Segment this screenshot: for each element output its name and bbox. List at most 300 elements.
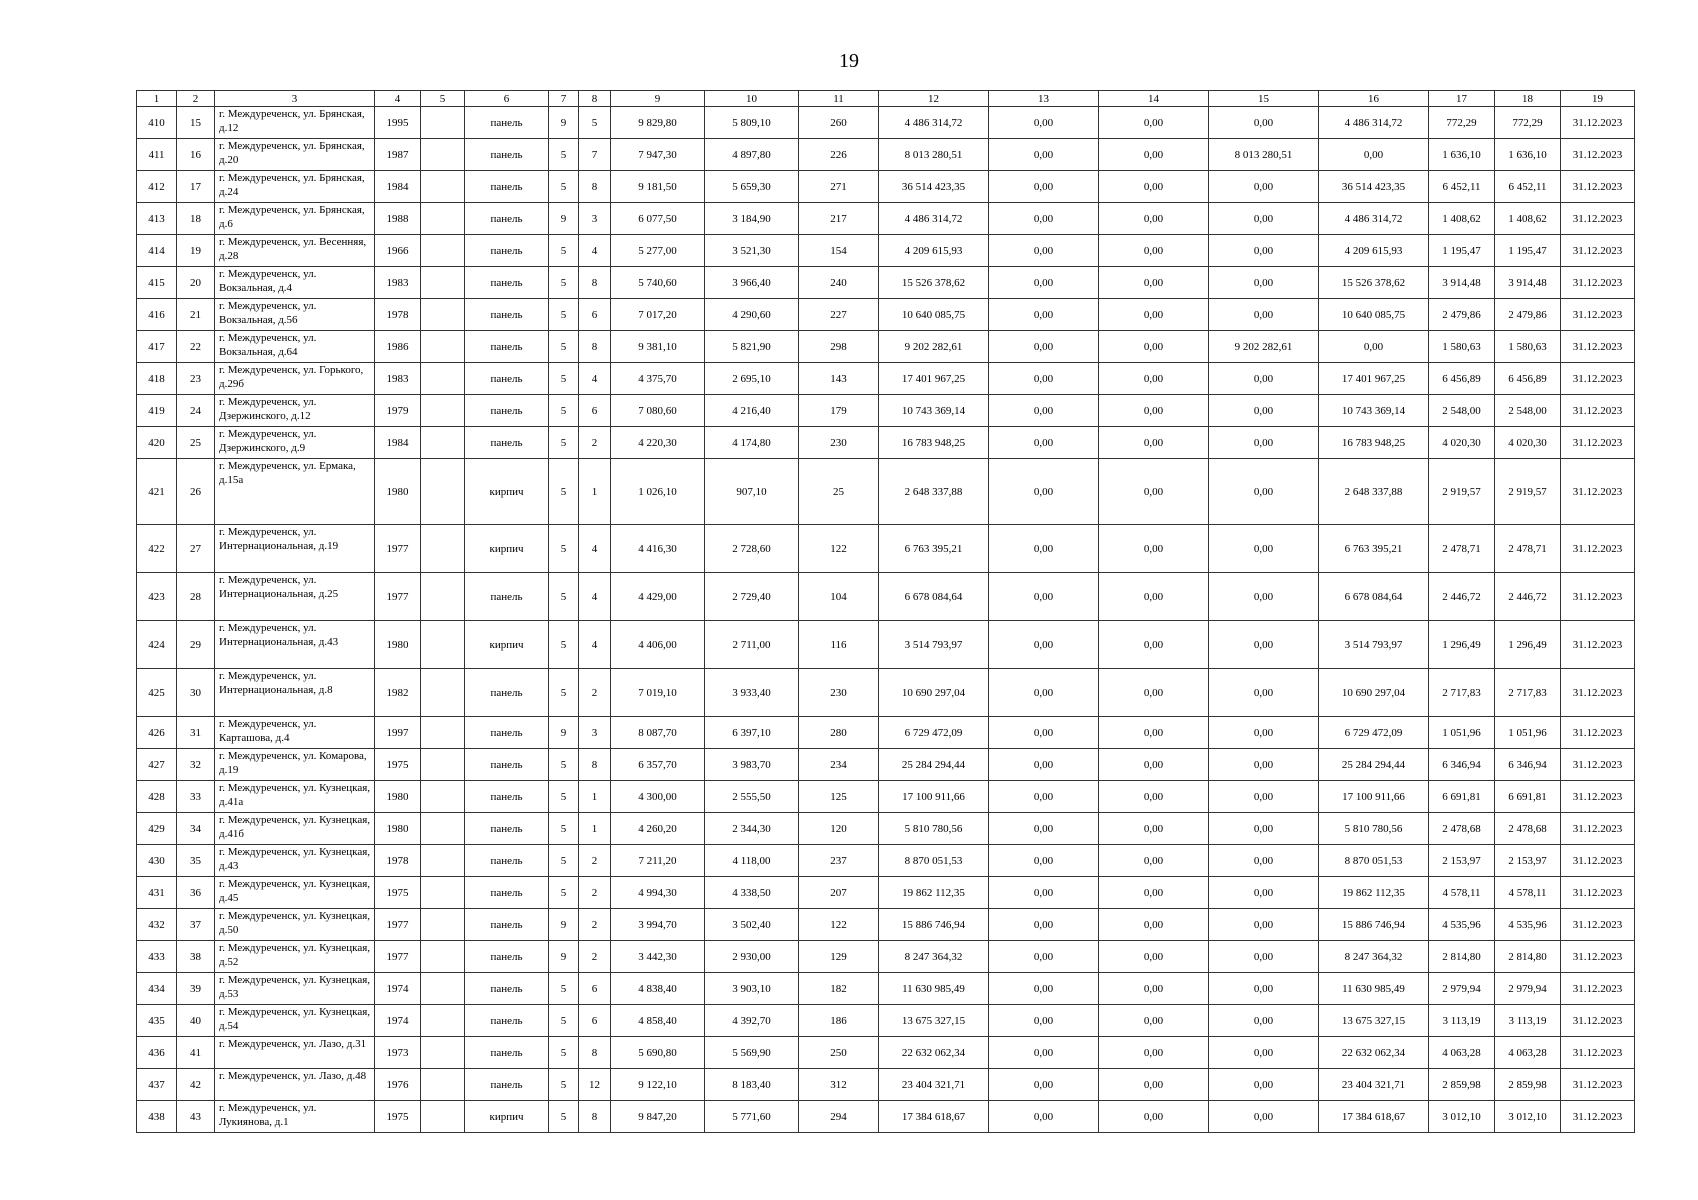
- table-cell: 4 897,80: [705, 139, 799, 171]
- table-cell: 19 862 112,35: [879, 877, 989, 909]
- table-cell: 2: [579, 909, 611, 941]
- table-cell: 425: [137, 669, 177, 717]
- table-cell: 9 181,50: [611, 171, 705, 203]
- table-cell: панель: [465, 363, 549, 395]
- table-cell: 4 118,00: [705, 845, 799, 877]
- table-cell: 2 479,86: [1429, 299, 1495, 331]
- table-cell: [421, 749, 465, 781]
- column-header-18: 18: [1495, 91, 1561, 107]
- address-cell: г. Междуреченск, ул. Кузнецкая, д.45: [215, 877, 375, 909]
- table-cell: 0,00: [989, 395, 1099, 427]
- table-cell: 25: [799, 459, 879, 525]
- table-cell: 0,00: [1209, 395, 1319, 427]
- table-cell: 4: [579, 621, 611, 669]
- table-cell: 8 247 364,32: [879, 941, 989, 973]
- table-cell: 5: [549, 1069, 579, 1101]
- table-cell: 10 640 085,75: [1319, 299, 1429, 331]
- table-cell: 0,00: [1209, 427, 1319, 459]
- table-cell: 17 384 618,67: [879, 1101, 989, 1133]
- table-cell: 6 346,94: [1495, 749, 1561, 781]
- table-cell: 4 338,50: [705, 877, 799, 909]
- table-cell: 1977: [375, 941, 421, 973]
- table-cell: 0,00: [1209, 941, 1319, 973]
- table-row: [137, 459, 1635, 525]
- table-cell: 186: [799, 1005, 879, 1037]
- column-header-2: 2: [177, 91, 215, 107]
- table-cell: 1977: [375, 525, 421, 573]
- table-cell: 8 087,70: [611, 717, 705, 749]
- table-cell: 0,00: [1099, 717, 1209, 749]
- table-cell: 2 979,94: [1495, 973, 1561, 1005]
- table-cell: 3 914,48: [1495, 267, 1561, 299]
- table-cell: 4 406,00: [611, 621, 705, 669]
- table-cell: [421, 267, 465, 299]
- table-cell: 22 632 062,34: [1319, 1037, 1429, 1069]
- table-cell: 36: [177, 877, 215, 909]
- table-row: [137, 1037, 1635, 1069]
- table-cell: 415: [137, 267, 177, 299]
- table-cell: 6: [579, 1005, 611, 1037]
- table-cell: панель: [465, 267, 549, 299]
- table-cell: 2 979,94: [1429, 973, 1495, 1005]
- table-cell: 3 983,70: [705, 749, 799, 781]
- table-cell: 0,00: [1209, 107, 1319, 139]
- table-cell: 411: [137, 139, 177, 171]
- table-cell: [421, 107, 465, 139]
- address-cell: г. Междуреченск, ул. Кузнецкая, д.50: [215, 909, 375, 941]
- table-row: [137, 1069, 1635, 1101]
- table-cell: 9: [549, 107, 579, 139]
- table-cell: 0,00: [1099, 331, 1209, 363]
- table-cell: кирпич: [465, 525, 549, 573]
- table-cell: 1980: [375, 781, 421, 813]
- table-cell: 8 247 364,32: [1319, 941, 1429, 973]
- table-cell: 280: [799, 717, 879, 749]
- address-cell: г. Междуреченск, ул. Весенняя, д.28: [215, 235, 375, 267]
- table-cell: [421, 717, 465, 749]
- table-row: [137, 813, 1635, 845]
- table-cell: 23 404 321,71: [1319, 1069, 1429, 1101]
- table-cell: 4 260,20: [611, 813, 705, 845]
- table-cell: 234: [799, 749, 879, 781]
- table-cell: 5: [549, 331, 579, 363]
- table-cell: 6 077,50: [611, 203, 705, 235]
- table-cell: 5 809,10: [705, 107, 799, 139]
- table-cell: 9: [549, 203, 579, 235]
- table-cell: 9: [549, 909, 579, 941]
- table-cell: 430: [137, 845, 177, 877]
- table-cell: 1 051,96: [1429, 717, 1495, 749]
- table-cell: 2 479,86: [1495, 299, 1561, 331]
- table-cell: 1 636,10: [1429, 139, 1495, 171]
- address-cell: г. Междуреченск, ул. Кузнецкая, д.41а: [215, 781, 375, 813]
- table-cell: 4 486 314,72: [1319, 107, 1429, 139]
- table-cell: 0,00: [989, 427, 1099, 459]
- table-cell: 2 717,83: [1495, 669, 1561, 717]
- table-row: [137, 525, 1635, 573]
- table-cell: 10 690 297,04: [1319, 669, 1429, 717]
- table-cell: 237: [799, 845, 879, 877]
- table-cell: 7 211,20: [611, 845, 705, 877]
- table-cell: 421: [137, 459, 177, 525]
- table-cell: 4 392,70: [705, 1005, 799, 1037]
- table-cell: 16 783 948,25: [1319, 427, 1429, 459]
- table-cell: 0,00: [1209, 171, 1319, 203]
- table-cell: 3 012,10: [1429, 1101, 1495, 1133]
- table-cell: 250: [799, 1037, 879, 1069]
- table-cell: 422: [137, 525, 177, 573]
- address-cell: г. Междуреченск, ул. Вокзальная, д.56: [215, 299, 375, 331]
- table-row: [137, 203, 1635, 235]
- table-cell: 1 296,49: [1429, 621, 1495, 669]
- table-cell: 0,00: [1099, 427, 1209, 459]
- table-cell: 0,00: [1099, 267, 1209, 299]
- table-cell: 1987: [375, 139, 421, 171]
- table-cell: 0,00: [1209, 525, 1319, 573]
- address-cell: г. Междуреченск, ул. Брянская, д.24: [215, 171, 375, 203]
- table-cell: 417: [137, 331, 177, 363]
- table-cell: 0,00: [989, 845, 1099, 877]
- table-cell: 0,00: [989, 235, 1099, 267]
- table-cell: 4: [579, 363, 611, 395]
- table-cell: 0,00: [989, 525, 1099, 573]
- table-cell: 1979: [375, 395, 421, 427]
- table-cell: кирпич: [465, 459, 549, 525]
- table-cell: 31.12.2023: [1561, 941, 1635, 973]
- table-cell: 1975: [375, 1101, 421, 1133]
- table-cell: 8 870 051,53: [879, 845, 989, 877]
- table-cell: 1 296,49: [1495, 621, 1561, 669]
- table-cell: 5: [549, 781, 579, 813]
- table-cell: 1983: [375, 363, 421, 395]
- table-cell: 412: [137, 171, 177, 203]
- table-cell: 431: [137, 877, 177, 909]
- table-cell: [421, 909, 465, 941]
- table-cell: 4 994,30: [611, 877, 705, 909]
- table-cell: 1983: [375, 267, 421, 299]
- address-cell: г. Междуреченск, ул. Интернациональная, д.43: [215, 621, 375, 669]
- table-cell: 2 711,00: [705, 621, 799, 669]
- table-cell: 5: [549, 877, 579, 909]
- table-cell: 31.12.2023: [1561, 1037, 1635, 1069]
- table-cell: 1977: [375, 909, 421, 941]
- column-header-5: 5: [421, 91, 465, 107]
- table-cell: 9 202 282,61: [1209, 331, 1319, 363]
- table-cell: 1975: [375, 877, 421, 909]
- table-cell: 31.12.2023: [1561, 669, 1635, 717]
- table-cell: 22 632 062,34: [879, 1037, 989, 1069]
- table-cell: 413: [137, 203, 177, 235]
- table-cell: 5: [549, 749, 579, 781]
- table-cell: 9 381,10: [611, 331, 705, 363]
- address-cell: г. Междуреченск, ул. Горького, д.29б: [215, 363, 375, 395]
- table-cell: 0,00: [1099, 877, 1209, 909]
- address-cell: г. Междуреченск, ул. Брянская, д.20: [215, 139, 375, 171]
- table-cell: 104: [799, 573, 879, 621]
- table-cell: 4 209 615,93: [1319, 235, 1429, 267]
- column-header-8: 8: [579, 91, 611, 107]
- table-cell: панель: [465, 669, 549, 717]
- table-cell: 0,00: [989, 139, 1099, 171]
- table-row: [137, 427, 1635, 459]
- address-cell: г. Междуреченск, ул. Дзержинского, д.12: [215, 395, 375, 427]
- table-cell: 0,00: [1209, 909, 1319, 941]
- table-cell: 4 535,96: [1495, 909, 1561, 941]
- table-cell: панель: [465, 235, 549, 267]
- column-header-12: 12: [879, 91, 989, 107]
- table-cell: панель: [465, 941, 549, 973]
- table-cell: 6 678 084,64: [1319, 573, 1429, 621]
- table-cell: 5: [549, 139, 579, 171]
- table-cell: 9 847,20: [611, 1101, 705, 1133]
- table-cell: 0,00: [989, 941, 1099, 973]
- table-cell: 2 555,50: [705, 781, 799, 813]
- table-cell: панель: [465, 1037, 549, 1069]
- table-cell: 1980: [375, 621, 421, 669]
- table-cell: 1997: [375, 717, 421, 749]
- table-cell: панель: [465, 573, 549, 621]
- table-cell: 7 019,10: [611, 669, 705, 717]
- table-row: [137, 395, 1635, 427]
- table-cell: [421, 845, 465, 877]
- table-cell: 420: [137, 427, 177, 459]
- table-cell: 179: [799, 395, 879, 427]
- table-cell: 0,00: [1099, 363, 1209, 395]
- table-cell: 10 640 085,75: [879, 299, 989, 331]
- table-cell: 2 478,71: [1495, 525, 1561, 573]
- table-cell: 0,00: [1099, 749, 1209, 781]
- table-cell: 0,00: [1209, 669, 1319, 717]
- table-cell: 1977: [375, 573, 421, 621]
- table-cell: 0,00: [1209, 363, 1319, 395]
- table-cell: 0,00: [1099, 459, 1209, 525]
- table-cell: 0,00: [989, 877, 1099, 909]
- table-cell: панель: [465, 1069, 549, 1101]
- table-cell: 4 209 615,93: [879, 235, 989, 267]
- table-cell: 0,00: [989, 299, 1099, 331]
- table-cell: 434: [137, 973, 177, 1005]
- table-cell: 0,00: [989, 1101, 1099, 1133]
- table-cell: 13 675 327,15: [1319, 1005, 1429, 1037]
- table-cell: панель: [465, 107, 549, 139]
- table-cell: 9 202 282,61: [879, 331, 989, 363]
- table-cell: 17 100 911,66: [1319, 781, 1429, 813]
- table-cell: 9: [549, 941, 579, 973]
- table-cell: 2 548,00: [1429, 395, 1495, 427]
- table-cell: панель: [465, 813, 549, 845]
- table-cell: 6 691,81: [1495, 781, 1561, 813]
- table-cell: 2: [579, 427, 611, 459]
- table-cell: 0,00: [989, 1005, 1099, 1037]
- table-cell: 5: [549, 363, 579, 395]
- table-cell: 6 452,11: [1429, 171, 1495, 203]
- table-cell: 5: [549, 235, 579, 267]
- column-header-9: 9: [611, 91, 705, 107]
- table-cell: 6: [579, 973, 611, 1005]
- table-cell: 2 814,80: [1495, 941, 1561, 973]
- table-row: [137, 909, 1635, 941]
- table-cell: 39: [177, 973, 215, 1005]
- table-cell: 35: [177, 845, 215, 877]
- table-cell: 1 636,10: [1495, 139, 1561, 171]
- table-cell: 17 384 618,67: [1319, 1101, 1429, 1133]
- table-row: [137, 941, 1635, 973]
- table-cell: 2: [579, 845, 611, 877]
- address-cell: г. Междуреченск, ул. Кузнецкая, д.41б: [215, 813, 375, 845]
- table-cell: 1 580,63: [1495, 331, 1561, 363]
- table-cell: 31.12.2023: [1561, 909, 1635, 941]
- address-cell: г. Междуреченск, ул. Дзержинского, д.9: [215, 427, 375, 459]
- table-cell: 3 113,19: [1495, 1005, 1561, 1037]
- address-cell: г. Междуреченск, ул. Вокзальная, д.64: [215, 331, 375, 363]
- table-cell: 298: [799, 331, 879, 363]
- table-cell: 12: [579, 1069, 611, 1101]
- table-cell: 25 284 294,44: [1319, 749, 1429, 781]
- table-cell: 0,00: [1099, 525, 1209, 573]
- table-cell: 15 526 378,62: [1319, 267, 1429, 299]
- column-header-17: 17: [1429, 91, 1495, 107]
- table-cell: 772,29: [1495, 107, 1561, 139]
- table-cell: 125: [799, 781, 879, 813]
- column-header-15: 15: [1209, 91, 1319, 107]
- table-cell: 2 728,60: [705, 525, 799, 573]
- table-cell: 0,00: [1099, 139, 1209, 171]
- table-cell: 4 858,40: [611, 1005, 705, 1037]
- table-cell: 424: [137, 621, 177, 669]
- table-cell: 419: [137, 395, 177, 427]
- table-cell: 8 013 280,51: [879, 139, 989, 171]
- column-header-19: 19: [1561, 91, 1635, 107]
- table-cell: 5: [549, 573, 579, 621]
- table-cell: [421, 973, 465, 1005]
- table-cell: 19: [177, 235, 215, 267]
- page-number: 19: [839, 50, 859, 72]
- table-cell: 5 569,90: [705, 1037, 799, 1069]
- table-cell: [421, 235, 465, 267]
- table-cell: панель: [465, 331, 549, 363]
- table-cell: 7 017,20: [611, 299, 705, 331]
- table-cell: 31.12.2023: [1561, 459, 1635, 525]
- table-cell: 0,00: [989, 1069, 1099, 1101]
- table-cell: 3 994,70: [611, 909, 705, 941]
- table-cell: 31.12.2023: [1561, 717, 1635, 749]
- column-header-7: 7: [549, 91, 579, 107]
- table-cell: 1 195,47: [1429, 235, 1495, 267]
- table-row: [137, 267, 1635, 299]
- table-cell: 3 184,90: [705, 203, 799, 235]
- table-cell: 1980: [375, 813, 421, 845]
- table-cell: 271: [799, 171, 879, 203]
- table-cell: 0,00: [1099, 107, 1209, 139]
- table-cell: 7 080,60: [611, 395, 705, 427]
- table-cell: 4: [579, 525, 611, 573]
- table-cell: 9 829,80: [611, 107, 705, 139]
- table-cell: 37: [177, 909, 215, 941]
- table-cell: 0,00: [989, 459, 1099, 525]
- table-cell: 3 521,30: [705, 235, 799, 267]
- table-cell: [421, 573, 465, 621]
- table-cell: 0,00: [1209, 813, 1319, 845]
- table-cell: 36 514 423,35: [879, 171, 989, 203]
- table-cell: 0,00: [989, 267, 1099, 299]
- table-cell: панель: [465, 171, 549, 203]
- table-cell: 4 300,00: [611, 781, 705, 813]
- table-cell: 0,00: [1099, 235, 1209, 267]
- table-cell: 5: [549, 299, 579, 331]
- table-cell: 207: [799, 877, 879, 909]
- table-cell: [421, 299, 465, 331]
- table-cell: 5: [549, 669, 579, 717]
- table-cell: 432: [137, 909, 177, 941]
- table-cell: 0,00: [989, 107, 1099, 139]
- table-cell: 0,00: [1099, 973, 1209, 1005]
- table-cell: 33: [177, 781, 215, 813]
- table-cell: панель: [465, 395, 549, 427]
- table-cell: 8: [579, 1101, 611, 1133]
- table-cell: 1984: [375, 171, 421, 203]
- table-cell: панель: [465, 139, 549, 171]
- table-cell: 17 401 967,25: [879, 363, 989, 395]
- table-row: [137, 299, 1635, 331]
- table-cell: 16: [177, 139, 215, 171]
- table-cell: 20: [177, 267, 215, 299]
- table-cell: 418: [137, 363, 177, 395]
- table-cell: 2 695,10: [705, 363, 799, 395]
- table-cell: 0,00: [1099, 941, 1209, 973]
- table-cell: 36 514 423,35: [1319, 171, 1429, 203]
- table-cell: 0,00: [1319, 331, 1429, 363]
- table-cell: 8: [579, 267, 611, 299]
- table-cell: 4 174,80: [705, 427, 799, 459]
- table-cell: 0,00: [989, 669, 1099, 717]
- table-cell: 1966: [375, 235, 421, 267]
- table-cell: 25 284 294,44: [879, 749, 989, 781]
- table-cell: 2 729,40: [705, 573, 799, 621]
- table-cell: 1973: [375, 1037, 421, 1069]
- table-cell: 3 012,10: [1495, 1101, 1561, 1133]
- table-cell: 438: [137, 1101, 177, 1133]
- table-cell: 0,00: [1209, 203, 1319, 235]
- table-cell: 5 821,90: [705, 331, 799, 363]
- table-row: [137, 235, 1635, 267]
- table-cell: кирпич: [465, 1101, 549, 1133]
- table-row: [137, 781, 1635, 813]
- table-cell: 5: [549, 1005, 579, 1037]
- table-cell: 1: [579, 781, 611, 813]
- table-cell: 5: [549, 1037, 579, 1069]
- table-cell: 31.12.2023: [1561, 395, 1635, 427]
- table-cell: 0,00: [1209, 299, 1319, 331]
- address-cell: г. Междуреченск, ул. Интернациональная, д.25: [215, 573, 375, 621]
- table-cell: 6 452,11: [1495, 171, 1561, 203]
- table-cell: 429: [137, 813, 177, 845]
- table-cell: [421, 621, 465, 669]
- table-cell: 0,00: [989, 813, 1099, 845]
- table-cell: 2: [579, 669, 611, 717]
- table-cell: 0,00: [989, 909, 1099, 941]
- table-cell: 15: [177, 107, 215, 139]
- table-cell: 5 659,30: [705, 171, 799, 203]
- address-cell: г. Междуреченск, ул. Лазо, д.48: [215, 1069, 375, 1101]
- table-cell: 427: [137, 749, 177, 781]
- table-cell: 3 966,40: [705, 267, 799, 299]
- table-cell: 182: [799, 973, 879, 1005]
- table-cell: 0,00: [989, 1037, 1099, 1069]
- table-cell: 5: [549, 459, 579, 525]
- table-cell: 260: [799, 107, 879, 139]
- table-cell: 414: [137, 235, 177, 267]
- table-cell: 5: [549, 813, 579, 845]
